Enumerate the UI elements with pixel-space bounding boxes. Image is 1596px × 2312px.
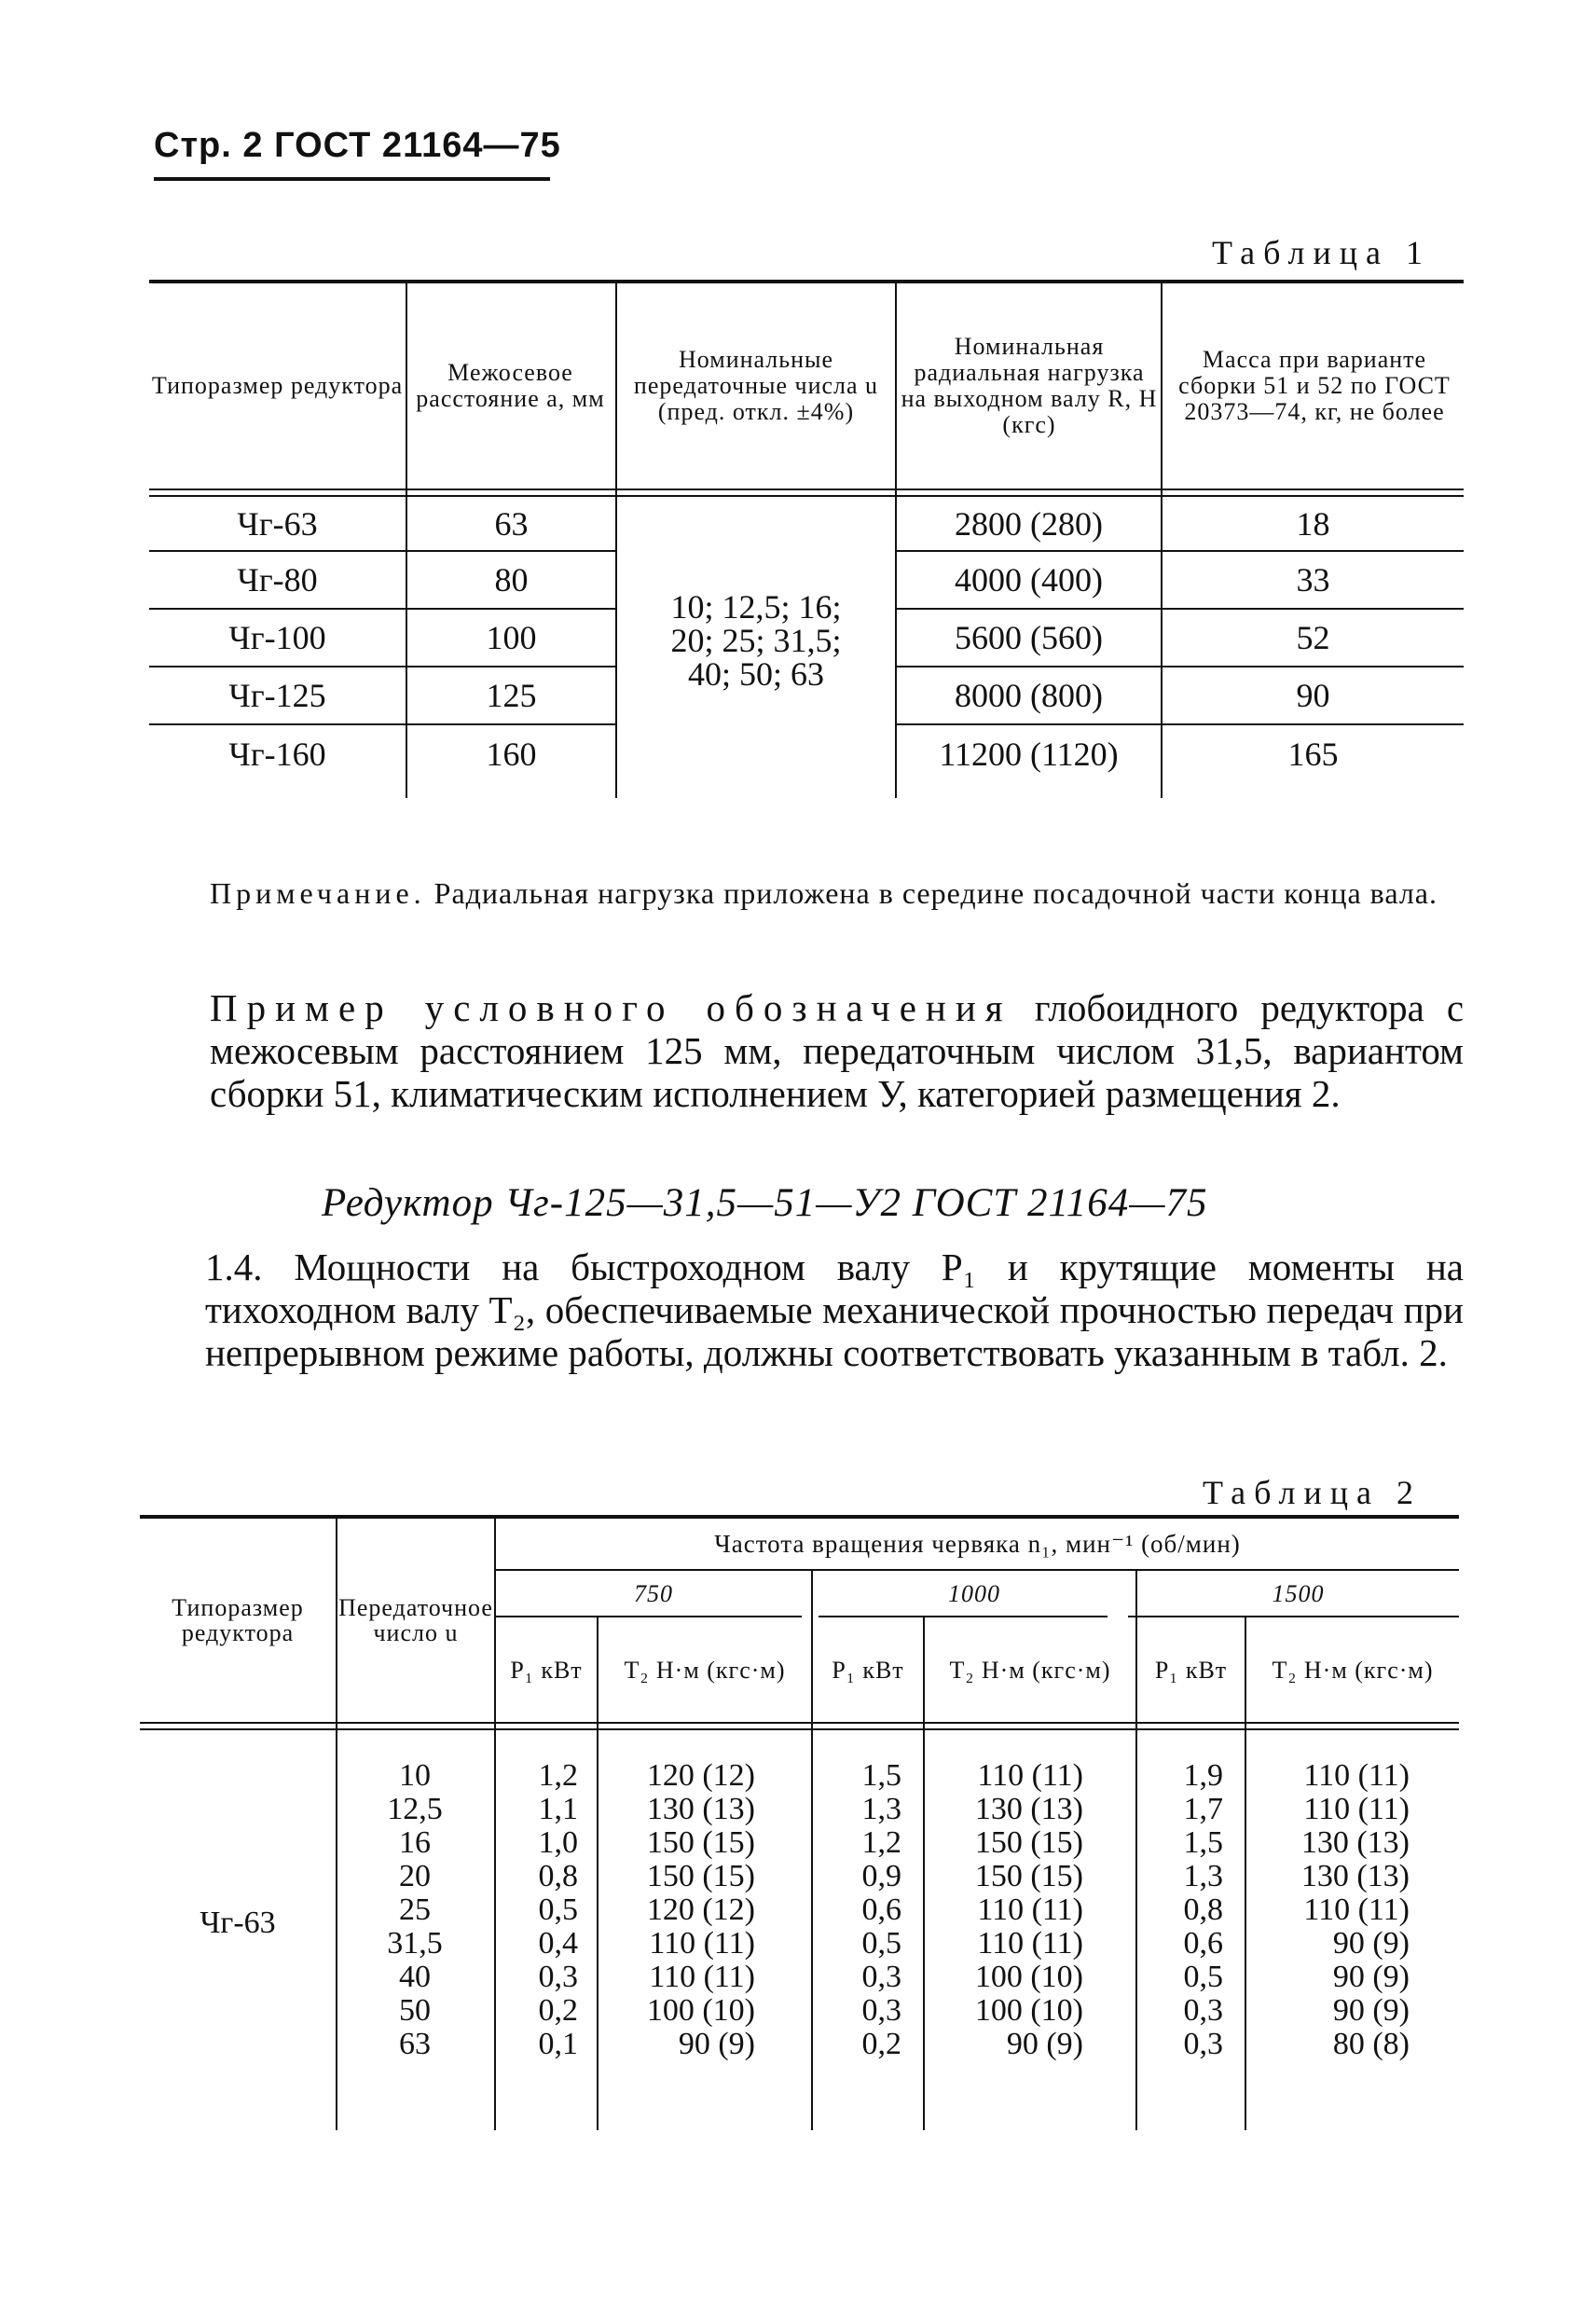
table1-cell-mass: 33 [1296, 561, 1330, 599]
table2-col-t2-1500: 110 (11) 110 (11) 130 (13) 130 (13) 110 (11) 90 (9) 90 (9) 90 (9) 80 (8) [1300, 1758, 1410, 2061]
note-label: Примечание. [210, 876, 426, 910]
table1-cell-load: 2800 (280) [955, 504, 1103, 543]
table2-header-p1: P₁ кВт [832, 1656, 904, 1684]
table1-header-mass: Масса при варианте сборки 51 и 52 по ГОСТ 20373—74, кг, не более [1178, 346, 1451, 425]
table2-header-t2: T₂ Н·м (кгс·м) [1272, 1656, 1434, 1684]
table1-cell-size: Чг-160 [228, 736, 326, 773]
table1-cell-size: Чг-125 [228, 677, 326, 714]
table2-header-speed-1000: 1000 [948, 1579, 1000, 1607]
table1-header-rule [149, 489, 1464, 490]
table1-cell-load: 5600 (560) [955, 619, 1103, 656]
table2-header-p1: P₁ кВт [510, 1656, 583, 1684]
table2-header-p1: P₁ кВт [1154, 1656, 1228, 1684]
clause-1-4 [140, 1245, 1464, 1374]
table2-header-ratio: Передаточное число u [338, 1594, 493, 1646]
table1-cell-load: 4000 (400) [955, 561, 1103, 599]
table2-col-p1-1500: 1,9 1,7 1,5 1,3 0,8 0,6 0,5 0,3 0,3 [1183, 1758, 1223, 2061]
table1-cell-size: Чг-100 [228, 619, 326, 656]
table1-header-ratios: Номинальные передаточные числа u (пред. откл. ±4%) [633, 346, 879, 425]
table1-cell-distance: 125 [486, 677, 537, 714]
table2-col-p1-1000: 1,5 1,3 1,2 0,9 0,6 0,5 0,3 0,3 0,2 [861, 1758, 901, 2061]
table1-caption: Таблица 1 [1212, 234, 1431, 271]
header-rule [154, 177, 550, 181]
table2-col-rule [336, 1519, 337, 2130]
table1-cell-load: 11200 (1120) [939, 736, 1119, 773]
table1-cell-distance: 63 [494, 504, 529, 543]
table1-cell-mass: 52 [1296, 619, 1330, 656]
table2-header-size: Типоразмер редуктора [172, 1594, 304, 1646]
table2-col-ratios: 10 12,5 16 20 25 31,5 40 50 63 [387, 1758, 443, 2061]
example-text: глобоидного редуктора с межосевым расстоянием 125 мм, передаточным числом 31,5, вариантом сборки 51, климатическим исполнением У, категорией размещения 2. [210, 986, 1465, 1115]
table1-cell-distance: 160 [486, 736, 537, 773]
example-lead: Пример условного обозначения [210, 986, 1012, 1029]
table1-header-distance: Межосевое расстояние a, мм [416, 359, 605, 412]
table1-cell-load: 8000 (800) [955, 677, 1103, 714]
table2-caption: Таблица 2 [1203, 1474, 1422, 1511]
table1-cell-size: Чг-63 [237, 504, 318, 543]
table2-header-speed-750: 750 [634, 1579, 673, 1607]
table2-col-t2-750: 120 (12) 130 (13) 150 (15) 150 (15) 120 (12) 110 (11) 110 (11) 100 (10) 90 (9) [646, 1758, 755, 2061]
table1-ratios-line: 10; 12,5; 16; [670, 587, 842, 626]
designation-example: Редуктор Чг-125—31,5—51—У2 ГОСТ 21164—75 [322, 1181, 1208, 1225]
table1-ratios-line: 40; 50; 63 [687, 654, 824, 693]
table1-cell-mass: 18 [1296, 504, 1330, 543]
table2-header-rule-2 [140, 1728, 1459, 1730]
table1-cell-distance: 100 [486, 619, 537, 656]
table1-ratios-line: 20; 25; 31,5; [670, 621, 842, 659]
table2 [140, 1515, 1459, 2135]
table2-header-t2: T₂ Н·м (кгс·м) [624, 1656, 786, 1684]
clause-1-4-text: 1.4. Мощности на быстроходном валу P₁ и крутящие моменты на тихоходном валу T₂, обеспечиваемые механической прочностью передач при непрерывном режиме работы, должны соответствовать указанным в табл. 2. [205, 1245, 1464, 1374]
table1-header-load: Номинальная радиальная нагрузка на выходном валу R, Н (кгс) [901, 333, 1158, 438]
table2-header-t2: T₂ Н·м (кгс·м) [949, 1656, 1111, 1684]
table2-cell-size: Чг-63 [200, 1906, 276, 1940]
table2-header-rule [140, 1722, 1459, 1724]
table1-cell-mass: 165 [1287, 736, 1339, 773]
table2-col-p1-750: 1,2 1,1 1,0 0,8 0,5 0,4 0,3 0,2 0,1 [538, 1758, 578, 2061]
table1-cell-distance: 80 [494, 561, 529, 599]
table1-header-size: Типоразмер редуктора [151, 372, 404, 399]
table2-header-speed: Частота вращения червяка n₁, мин⁻¹ (об/мин) [714, 1529, 1241, 1558]
page-header: Стр. 2 ГОСТ 21164—75 [154, 126, 561, 165]
table1-cell-ratios [617, 497, 895, 783]
table1-cell-mass: 90 [1296, 677, 1330, 714]
table2-col-t2-1000: 110 (11) 130 (13) 150 (15) 150 (15) 110 (11) 110 (11) 100 (10) 100 (10) 90 (9) [974, 1758, 1083, 2061]
note-text: Радиальная нагрузка приложена в середине посадочной части конца вала. [433, 876, 1438, 910]
table1 [149, 280, 1464, 802]
table1-cell-size: Чг-80 [237, 561, 318, 599]
example-paragraph [210, 986, 1464, 1115]
table1-note [210, 874, 1464, 912]
table2-header-speed-1500: 1500 [1272, 1579, 1325, 1607]
